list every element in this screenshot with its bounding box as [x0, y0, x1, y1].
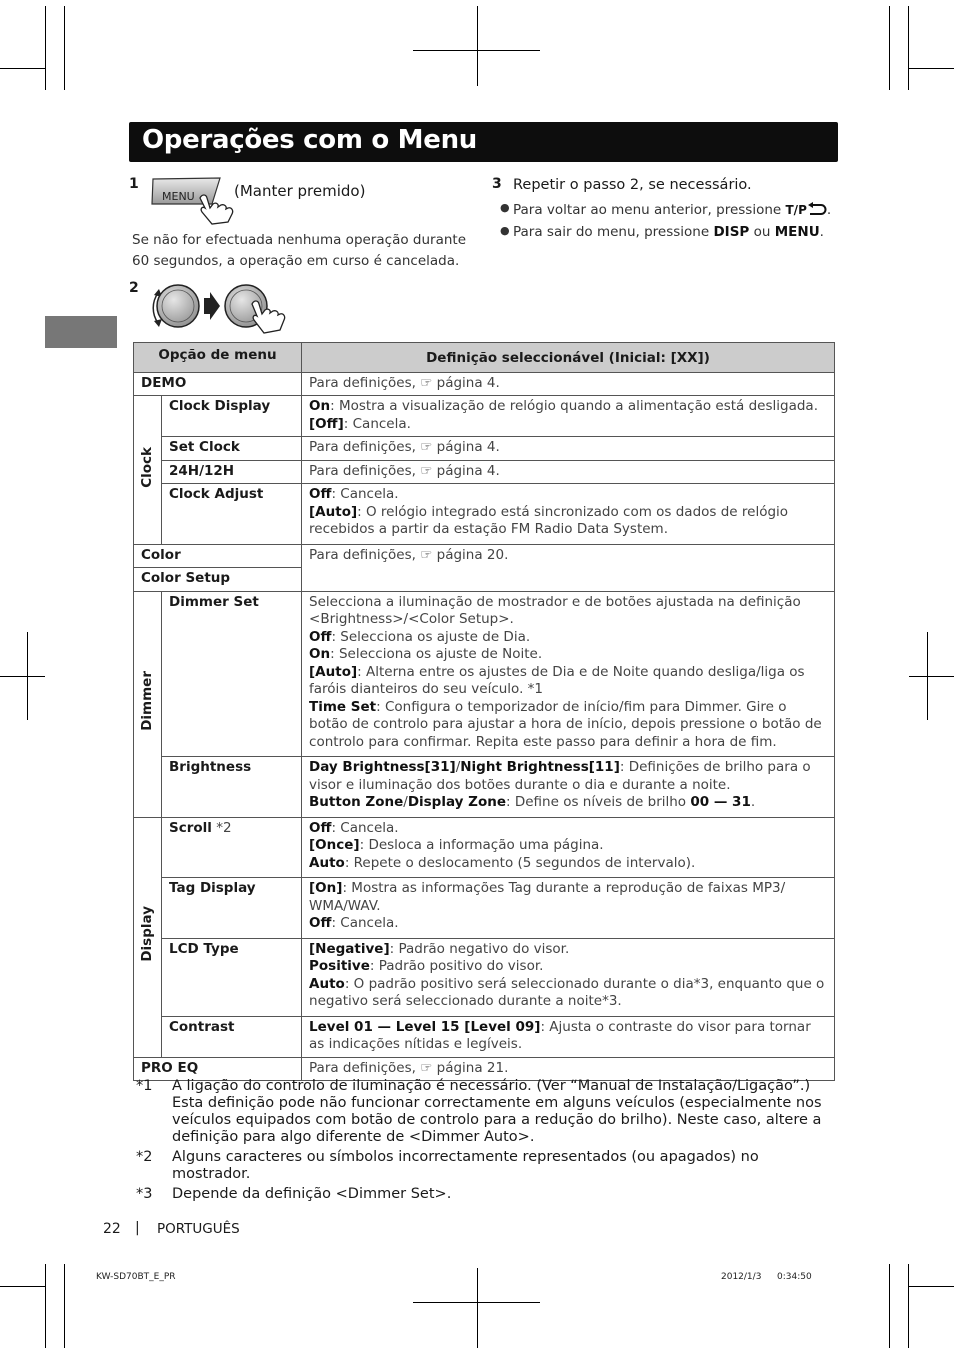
- value-on: [On]: [309, 880, 343, 896]
- value-desc: : Mostra as informações Tag durante a reprodução de faixas MP3/ WMA/WAV.: [309, 880, 786, 914]
- exit-instruction-or: ou: [753, 224, 771, 240]
- table-row: [134, 591, 835, 757]
- crop-mark: [909, 676, 954, 677]
- value-off: Off: [309, 915, 332, 931]
- option-contrast: Contrast: [162, 1016, 302, 1057]
- value-on: On: [309, 398, 331, 414]
- step-3-text: Repetir o passo 2, se necessário.: [513, 177, 752, 193]
- group-dimmer-label: Dimmer: [138, 671, 155, 732]
- print-time: 0:34:50: [777, 1272, 812, 1282]
- footer-separator: |: [135, 1220, 140, 1236]
- footnote-key: *3: [136, 1186, 153, 1202]
- option-brightness: Brightness: [162, 757, 302, 818]
- value-off: Off: [309, 628, 332, 645]
- back-instruction: [513, 201, 831, 219]
- pro-eq-setting: Para definições, ☞ página 21.: [302, 1057, 835, 1081]
- back-instruction-text: Para voltar ao menu anterior, pressione: [513, 202, 782, 218]
- value-desc: : O relógio integrado está sincronizado com os dados de relógio recebidos a partir da estação FM Radio Data System.: [309, 503, 789, 537]
- page-title: Operações com o Menu: [142, 125, 478, 155]
- slash: /: [403, 794, 408, 810]
- value-off: Off: [309, 819, 332, 836]
- back-instruction-suffix: .: [826, 202, 832, 218]
- footnote: [136, 1186, 836, 1203]
- exit-instruction: [513, 223, 824, 241]
- tp-key-label: T/P: [785, 203, 807, 217]
- option-24h-12h: 24H/12H: [162, 460, 302, 484]
- option-demo: DEMO: [134, 372, 302, 396]
- control-dial-illustration: [146, 278, 291, 338]
- value-desc: : Define os níveis de brilho: [506, 794, 687, 810]
- value-desc: : Desloca a informação uma página.: [359, 837, 604, 853]
- crop-mark: [909, 68, 954, 69]
- value-desc: : O padrão positivo será seleccionado durante o dia*3, enquanto que o negativo será seleccionado durante a noite*3.: [309, 975, 825, 1009]
- color-setting: Para definições, ☞ página 20.: [302, 544, 835, 591]
- value-auto: Auto: [309, 854, 345, 871]
- crop-mark: [0, 68, 45, 69]
- footnote: [136, 1078, 836, 1146]
- option-set-clock: Set Clock: [162, 437, 302, 461]
- value-off: [Off]: [309, 415, 344, 432]
- table-row: [134, 878, 835, 939]
- demo-setting: Para definições, ☞ página 4.: [302, 372, 835, 396]
- value-time-set: Time Set: [309, 698, 377, 715]
- option-color: Color: [134, 544, 302, 568]
- value-desc: : Cancela.: [343, 415, 411, 432]
- footnotes: [136, 1078, 836, 1206]
- 24h-12h-setting: Para definições, ☞ página 4.: [302, 460, 835, 484]
- value-desc: : Mostra a visualização de relógio quando a alimentação está desligada.: [330, 398, 818, 414]
- value-desc: : Configura o temporizador de início/fim para Dimmer. Gire o botão de controlo para ajustar a hora de início, depois pressione o botão de controlo para confirmar. Repita este passo para definir a hora de fim.: [309, 698, 822, 750]
- page-number: 22: [103, 1221, 121, 1237]
- value-display-zone: Display Zone: [407, 794, 506, 810]
- value-auto: Auto: [309, 975, 345, 992]
- value-desc: : Padrão negativo do visor.: [389, 940, 570, 957]
- menu-press-icon: [150, 174, 240, 226]
- value-night-brightness: Night Brightness[11]: [460, 759, 620, 775]
- footnote-text: A ligação do controlo de iluminação é necessário. (Ver “Manual de Instalação/Ligação”.) Esta definição pode não funcionar correctamente em alguns veículos (especialmente nos veículos equipados com botão de controlo para a redução do brilho). Neste caso, altere a definição para algo diferente de <Dimmer Auto>.: [172, 1078, 822, 1145]
- footnote-text: Depende da definição <Dimmer Set>.: [172, 1186, 452, 1202]
- value-once: [Once]: [309, 837, 360, 853]
- option-clock-display: Clock Display: [162, 396, 302, 437]
- value-negative: [Negative]: [309, 940, 390, 957]
- value-desc: : Cancela.: [331, 915, 399, 931]
- table-row: [134, 484, 835, 545]
- group-clock-label: Clock: [138, 446, 155, 488]
- crop-mark: [889, 1264, 890, 1348]
- value-desc: : Padrão positivo do visor.: [369, 958, 544, 974]
- table-row: [134, 817, 835, 878]
- footnote: [136, 1149, 836, 1183]
- option-dimmer-set: Dimmer Set: [162, 591, 302, 757]
- menu-options-table: [133, 342, 835, 1081]
- file-id: KW-SD70BT_E_PR: [96, 1272, 176, 1282]
- contrast-setting: [302, 1016, 835, 1057]
- hold-instruction: (Manter premido): [234, 182, 366, 200]
- value-level: Level 01 — Level 15 [Level 09]: [309, 1018, 541, 1035]
- print-date: 2012/1/3: [721, 1272, 762, 1282]
- table-row: [134, 460, 835, 484]
- value-desc: : Cancela.: [331, 486, 399, 502]
- header-selectable-setting: Definição seleccionável (Inicial: [XX]): [302, 343, 835, 373]
- step-3-number: 3: [492, 176, 502, 192]
- crop-mark: [27, 632, 28, 720]
- exit-instruction-text: Para sair do menu, pressione: [513, 224, 710, 240]
- table-row: [134, 544, 835, 568]
- scroll-setting: [302, 817, 835, 878]
- menu-key-label: MENU: [774, 224, 820, 240]
- crop-mark: [64, 1264, 65, 1348]
- exit-instruction-suffix: .: [819, 224, 824, 240]
- option-lcd-type: LCD Type: [162, 938, 302, 1016]
- brightness-setting: [302, 757, 835, 818]
- group-clock: [134, 396, 162, 545]
- crop-mark: [908, 1264, 909, 1348]
- crop-mark: [477, 1268, 478, 1348]
- crop-mark: [927, 632, 928, 720]
- value-desc: : Alterna entre os ajustes de Dia e de Noite quando desliga/liga os faróis dianteiros do seu veículo. *1: [309, 663, 805, 697]
- title-bar: [129, 122, 838, 162]
- tag-display-setting: [302, 878, 835, 939]
- group-display: [134, 817, 162, 1057]
- option-pro-eq: PRO EQ: [134, 1057, 302, 1081]
- bullet: ●: [500, 201, 510, 214]
- value-desc: : Repete o deslocamento (5 segundos de intervalo).: [344, 854, 696, 871]
- menu-button-illustration: [150, 174, 240, 226]
- footnote-key: *2: [136, 1149, 153, 1165]
- step-2-number: 2: [129, 280, 139, 296]
- value-on: On: [309, 646, 331, 662]
- table-row: [134, 372, 835, 396]
- option-scroll-label: Scroll: [169, 819, 212, 836]
- crop-mark: [45, 1264, 46, 1348]
- table-row: [134, 1057, 835, 1081]
- value-desc: : Selecciona os ajuste de Dia.: [331, 628, 531, 645]
- value-day-brightness: Day Brightness[31]: [309, 759, 456, 775]
- value-button-zone: Button Zone: [309, 794, 404, 810]
- slash: /: [455, 759, 461, 775]
- header-menu-option: Opção de menu: [134, 343, 302, 373]
- crop-mark: [909, 1286, 954, 1287]
- footnote-ref: *2: [211, 819, 232, 836]
- table-row: [134, 938, 835, 1016]
- crop-mark: [477, 6, 478, 86]
- value-auto: [Auto]: [309, 503, 358, 520]
- set-clock-setting: Para definições, ☞ página 4.: [302, 437, 835, 461]
- disp-key-label: DISP: [713, 224, 750, 240]
- value-off: Off: [309, 486, 332, 502]
- option-scroll: [162, 817, 302, 878]
- crop-mark: [0, 1286, 45, 1287]
- step-1-number: 1: [129, 176, 139, 192]
- footer-language: PORTUGUÊS: [157, 1221, 240, 1237]
- crop-mark: [64, 6, 65, 90]
- value-desc: : Selecciona os ajuste de Noite.: [330, 646, 543, 662]
- value-range: 00 — 31: [690, 794, 751, 810]
- value-desc: : Ajusta o contraste do visor para tornar as indicações nítidas e legíveis.: [309, 1018, 811, 1052]
- value-auto: [Auto]: [309, 663, 358, 680]
- table-row: [134, 437, 835, 461]
- lcd-type-setting: [302, 938, 835, 1016]
- value-desc: : Cancela.: [331, 819, 399, 836]
- option-color-setup: Color Setup: [134, 568, 302, 592]
- menu-button-label: MENU: [162, 190, 195, 203]
- group-dimmer: [134, 591, 162, 817]
- table-row: [134, 396, 835, 437]
- period: .: [750, 794, 756, 810]
- timeout-note: Se não for efectuada nenhuma operação durante 60 segundos, a operação em curso é cancelada.: [132, 232, 466, 269]
- table-header-row: [134, 343, 835, 373]
- bullet: ●: [500, 224, 510, 237]
- dial-rotate-press-icon: [146, 278, 291, 338]
- crop-mark: [0, 676, 45, 677]
- value-desc: : Definições de brilho para o visor e iluminação dos botões durante o dia e durante a noite.: [309, 759, 811, 793]
- section-tab: [45, 316, 117, 348]
- group-display-label: Display: [138, 906, 155, 963]
- footnote-key: *1: [136, 1078, 153, 1094]
- clock-display-setting: [302, 396, 835, 437]
- crop-mark: [45, 6, 46, 90]
- crop-mark: [889, 6, 890, 90]
- value-positive: Positive: [309, 958, 370, 974]
- option-clock-adjust: Clock Adjust: [162, 484, 302, 545]
- footnote-text: Alguns caracteres ou símbolos incorrectamente representados (ou apagados) no mostrador.: [172, 1149, 759, 1182]
- table-row: [134, 1016, 835, 1057]
- dimmer-intro: Selecciona a iluminação de mostrador e de botões ajustada na definição <Brightness>/<Color Setup>.: [309, 593, 801, 627]
- table-row: [134, 757, 835, 818]
- back-arrow-icon: [807, 202, 827, 216]
- dimmer-set-setting: [302, 591, 835, 757]
- option-tag-display: Tag Display: [162, 878, 302, 939]
- clock-adjust-setting: [302, 484, 835, 545]
- crop-mark: [908, 6, 909, 90]
